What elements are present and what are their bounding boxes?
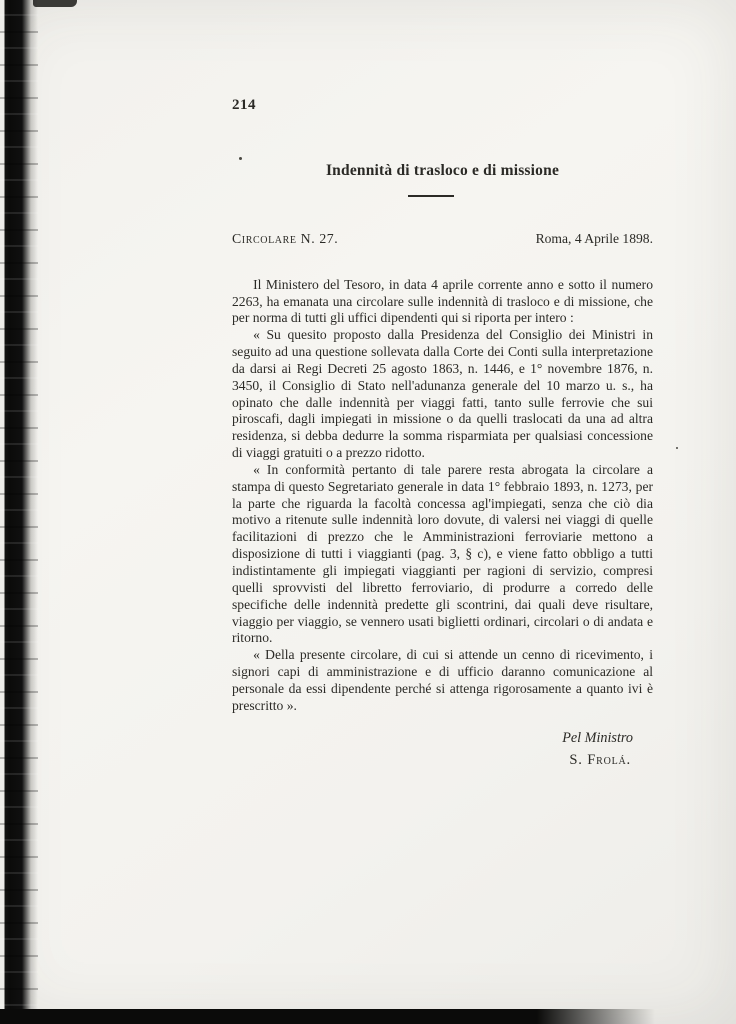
paragraph-intro: Il Ministero del Tesoro, in data 4 aprile corrente anno e sotto il numero 2263, ha emanata una circolare sulle indennità di trasloco e di missione, che per norma di tutti gli uffici dipendenti qui si riporta per intero :: [232, 276, 653, 326]
scan-edge-top-notch: [33, 0, 77, 7]
signature-role: Pel Ministro: [562, 729, 633, 746]
document-title: Indennità di trasloco e di missione: [325, 161, 560, 179]
title-rule: [408, 195, 454, 197]
signature-name: S. Frolá.: [569, 752, 631, 769]
paragraph-quote-3: « Della presente circolare, di cui si attende un cenno di ricevimento, i signori capi di amministrazione e di ufficio daranno comunicazione al personale da essi dipendente perché si attenga rigorosamente a quanto ivi è prescritto ».: [232, 647, 653, 713]
page-content: [232, 96, 653, 769]
scan-speck: [676, 447, 678, 449]
dateline: Roma, 4 Aprile 1898.: [535, 230, 653, 246]
paragraph-quote-1: « Su quesito proposto dalla Presidenza del Consiglio dei Ministri in seguito ad una questione sollevata dalla Corte dei Conti sulla interpretazione da darsi ai Regi Decreti 25 agosto 1863, n. 1446, e 1° novembre 1876, n. 3450, il Consiglio di Stato nell'adunanza generale del 10 marzo u. s., ha opinato che dalle indennità per viaggi fatti, tanto sulle ferrovie che sui piroscafi, dagli impiegati in missione o da quelli traslocati da una ad altra residenza, si debba dedurre la somma risparmiata per qualsiasi concessione di viaggi gratuiti o a prezzo ridotto.: [232, 327, 653, 461]
paragraph-quote-2: « In conformità pertanto di tale parere resta abrogata la circolare a stampa di questo Segretariato generale in data 1° febbraio 1893, n. 1273, per la parte che riguarda la facoltà concessa agl'impiegati, senza che ciò dia motivo a ritenute sulle indennità loro dovute, di valersi nei viaggi di quelle facilitazioni di prezzo che le Amministrazioni ferroviarie mettono a disposizione di tutti i viaggianti (pag. 3, § c), e viene fatto obbligo a tutti indistintamente gli impiegati viaggianti per ragioni di servizio, compresi quelli sprovvisti del libretto ferroviario, di produrre a corredo delle specifiche delle indennità predette gli scontrini, dai quali deve risultare, viaggio per viaggio, se vennero usati biglietti ordinari, circolari o di andata e ritorno.: [232, 461, 653, 646]
circular-header-line: [232, 230, 653, 248]
circular-number-label: Circolare N. 27.: [232, 230, 339, 246]
scan-edge-bottom: [0, 1009, 655, 1024]
body-text: [232, 277, 653, 715]
binding-shadow: [0, 0, 38, 1024]
page-number: 214: [232, 97, 256, 113]
signature-block: [232, 730, 653, 770]
